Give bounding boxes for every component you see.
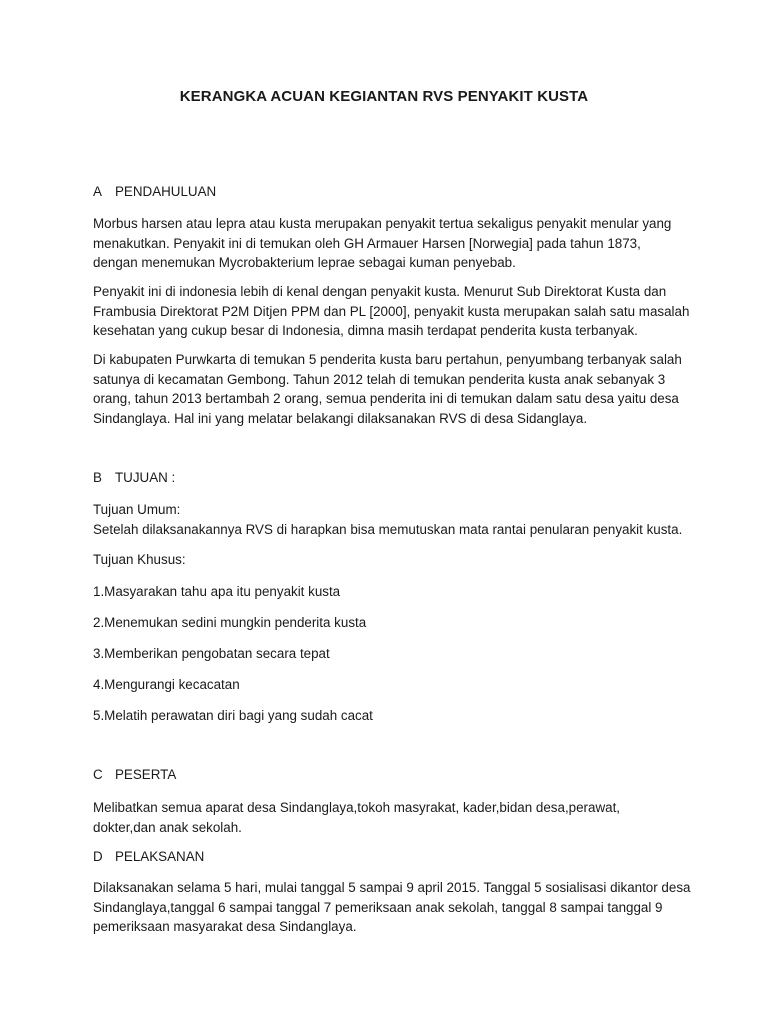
tujuan-khusus-item: 2.Menemukan sedini mungkin penderita kusta: [93, 615, 367, 630]
paragraph-line: Melibatkan semua aparat desa Sindanglaya,tokoh masyrakat, kader,bidan desa,perawat,: [93, 800, 621, 815]
section-a-heading: [93, 184, 683, 199]
tujuan-khusus-label: Tujuan Khusus:: [93, 552, 186, 567]
paragraph-line: satunya di kecamatan Gembong. Tahun 2012 telah di temukan penderita kusta anak sebanyak 3: [93, 371, 666, 387]
paragraph-line: Dilaksanakan selama 5 hari, mulai tanggal 5 sampai 9 april 2015. Tanggal 5 sosialisasi dikantor desa: [93, 880, 691, 895]
section-a-letter: A: [93, 184, 102, 199]
section-a-paragraph-1: [93, 214, 683, 273]
section-a-paragraph-3: [93, 350, 683, 428]
paragraph-line: Sindanglaya. Hal ini yang melatar belakangi dilaksanakan RVS di desa Sidanglaya.: [93, 410, 588, 426]
section-d-heading: [93, 849, 683, 864]
tujuan-khusus-item: 5.Melatih perawatan diri bagi yang sudah cacat: [93, 708, 373, 723]
document-title: KERANGKA ACUAN KEGIANTAN RVS PENYAKIT KUSTA: [179, 88, 589, 105]
paragraph-line: menakutkan. Penyakit ini di temukan oleh GH Armauer Harsen [Norwegia] pada tahun 1873,: [93, 235, 641, 251]
tujuan-khusus-item: 4.Mengurangi kecacatan: [93, 677, 240, 692]
tujuan-umum-text: Setelah dilaksanakannya RVS di harapkan bisa memutuskan mata rantai penularan penyakit kusta.: [93, 521, 683, 537]
paragraph-line: dengan menemukan Mycrobakterium leprae sebagai kuman penyebab.: [93, 255, 516, 270]
paragraph-line: Di kabupaten Purwkarta di temukan 5 penderita kusta baru pertahun, penyumbang terbanyak salah: [93, 352, 682, 367]
paragraph-line: Sindanglaya,tanggal 6 sampai tanggal 7 pemeriksaan anak sekolah, tanggal 8 sampai tanggal 9: [93, 899, 663, 915]
section-c-title: PESERTA: [115, 767, 177, 782]
tujuan-umum-label: Tujuan Umum:: [93, 502, 181, 517]
section-c-paragraph: [93, 798, 683, 837]
tujuan-khusus-item: 3.Memberikan pengobatan secara tepat: [93, 646, 330, 661]
tujuan-khusus-item: 1.Masyarakan tahu apa itu penyakit kusta: [93, 584, 341, 599]
paragraph-line: pemeriksaan masyarakat desa Sindanglaya.: [93, 919, 357, 934]
paragraph-line: Penyakit ini di indonesia lebih di kenal dengan penyakit kusta. Menurut Sub Direktorat Kusta dan: [93, 284, 667, 299]
paragraph-line: Morbus harsen atau lepra atau kusta merupakan penyakit tertua sekaligus penyakit menular yang: [93, 216, 672, 231]
section-d-title: PELAKSANAN: [115, 849, 205, 864]
section-a-paragraph-2: [93, 282, 690, 341]
section-a-title: PENDAHULUAN: [115, 184, 217, 199]
section-c-letter: C: [93, 767, 103, 782]
section-b-title: TUJUAN :: [115, 470, 176, 485]
section-c-heading: [93, 767, 683, 782]
section-b-letter: B: [93, 470, 102, 485]
section-d-letter: D: [93, 849, 103, 864]
paragraph-line: kesehatan yang cukup besar di Indonesia, dimna masih terdapat penderita kusta terbanyak.: [93, 323, 638, 338]
section-d-paragraph: [93, 878, 691, 937]
paragraph-line: dokter,dan anak sekolah.: [93, 819, 242, 835]
section-b-heading: [93, 470, 683, 485]
paragraph-line: orang, tahun 2013 bertambah 2 orang, semua penderita ini di temukan dalam satu desa yaitu desa: [93, 391, 679, 406]
paragraph-line: Frambusia Direktorat P2M Ditjen PPM dan PL [2000], penyakit kusta merupakan salah satu masalah: [93, 303, 690, 319]
tujuan-umum: [93, 500, 683, 539]
